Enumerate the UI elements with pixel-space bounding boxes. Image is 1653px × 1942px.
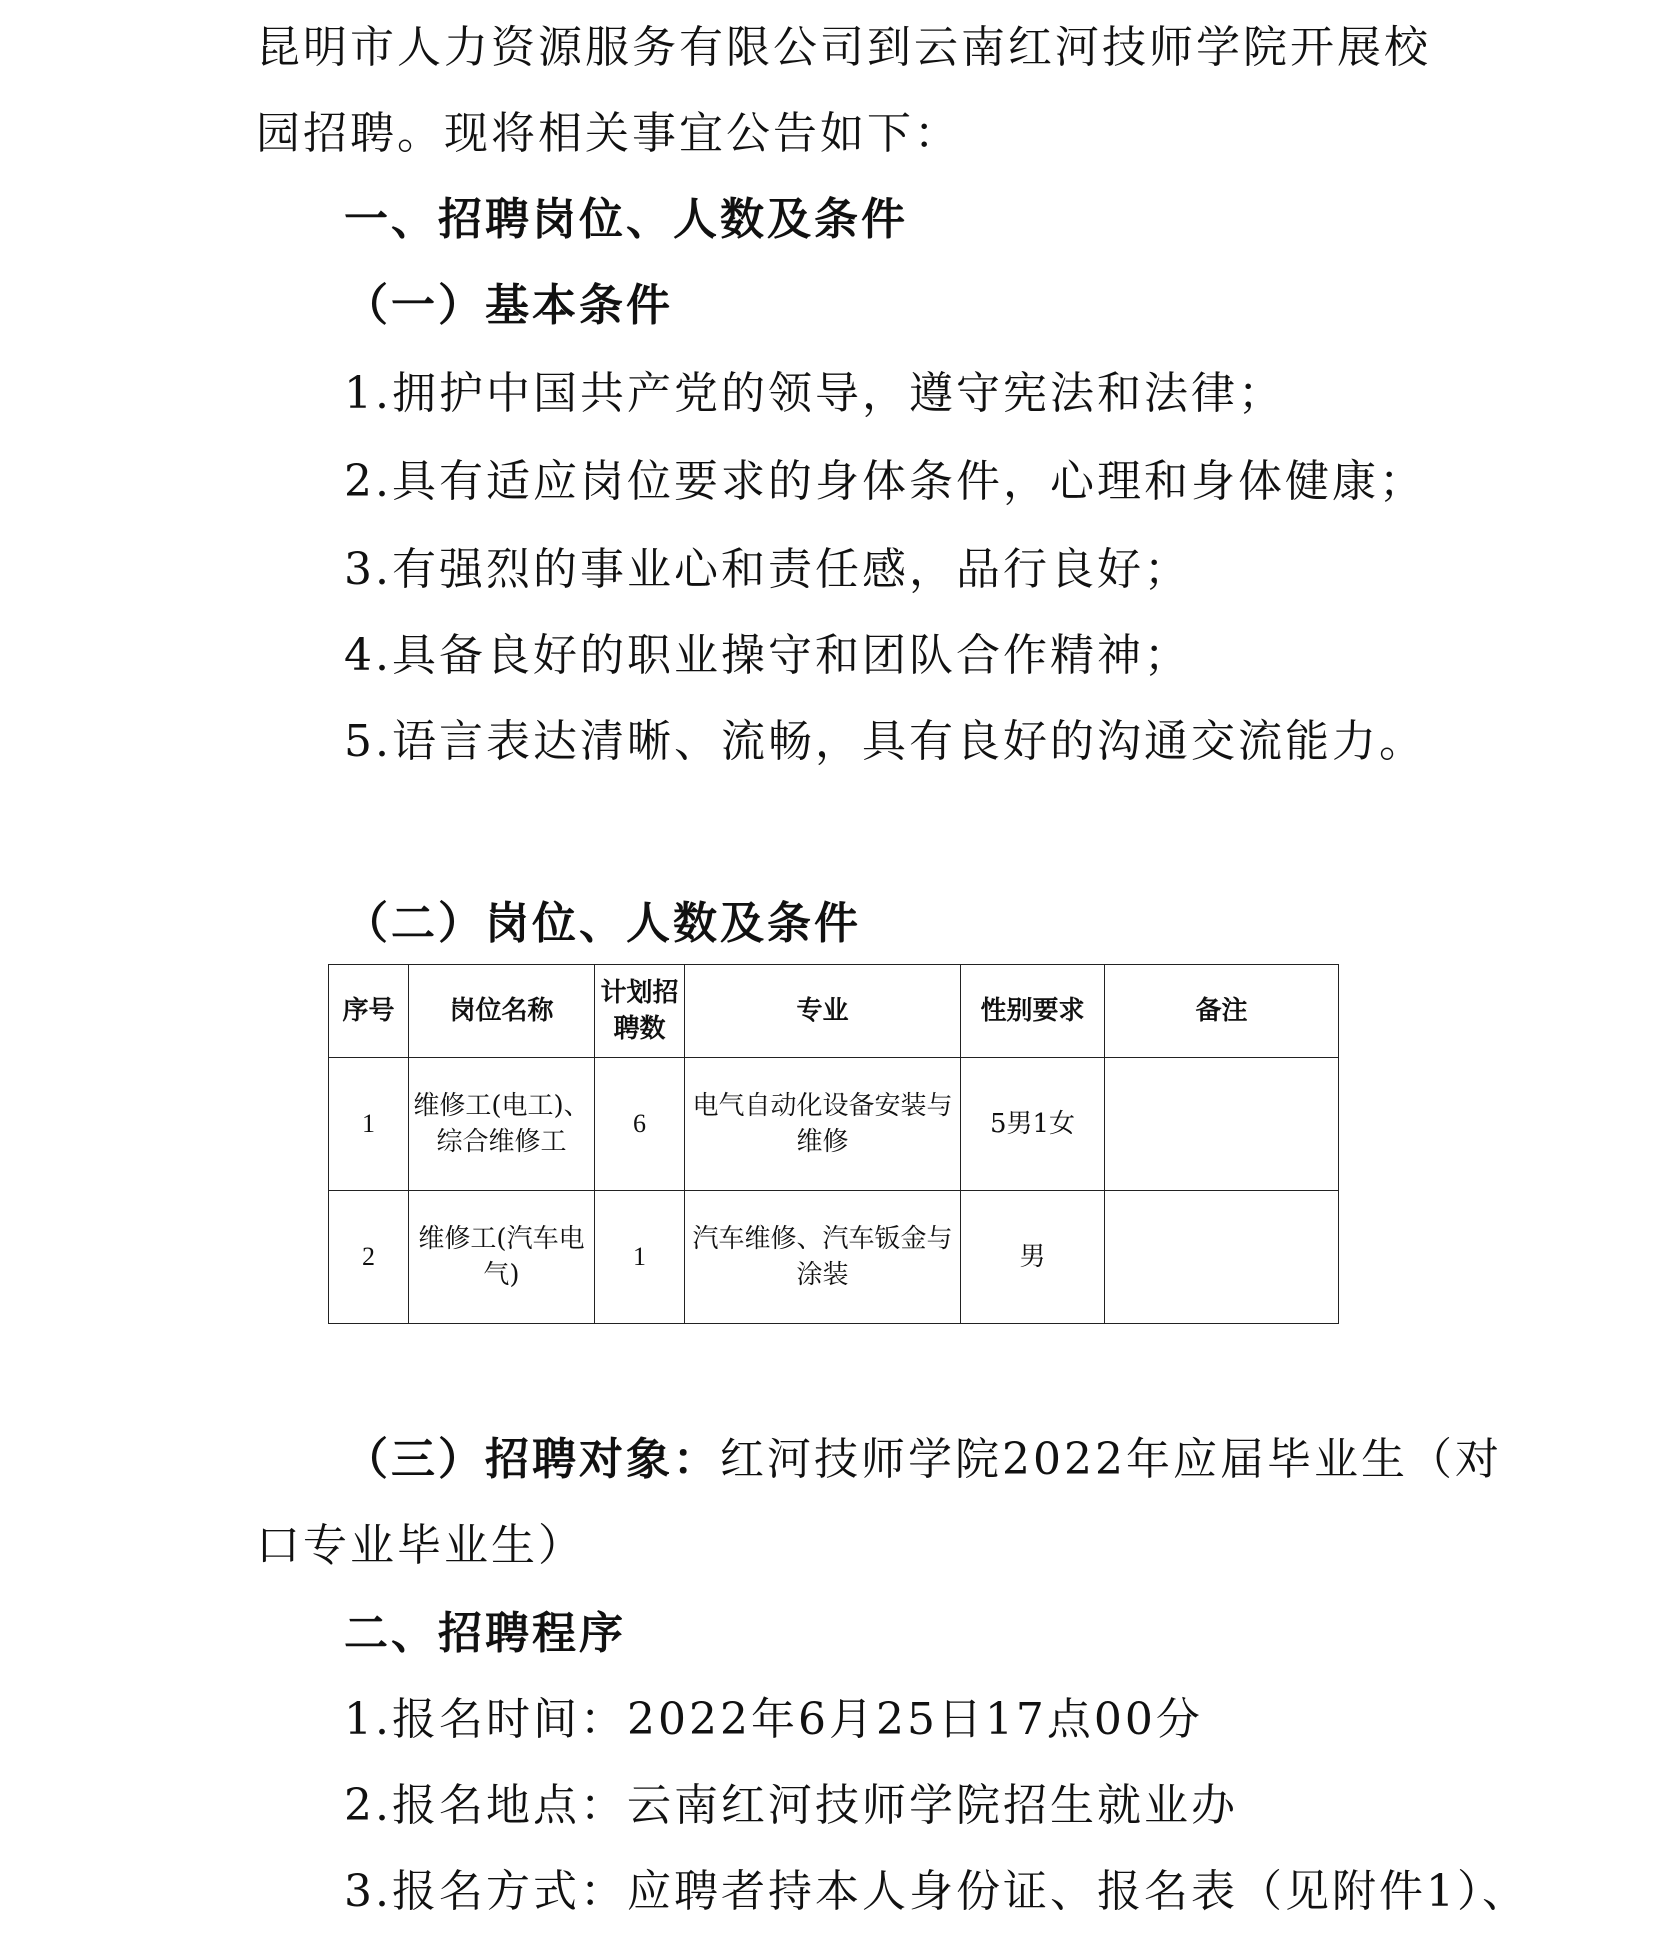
cell-gender: 男	[961, 1191, 1105, 1324]
header-remark: 备注	[1105, 965, 1339, 1058]
cell-remark	[1105, 1191, 1339, 1324]
cell-position: 维修工(汽车电气)	[409, 1191, 595, 1324]
procedure-item: 1.报名时间：2022年6月25日17点00分	[344, 1694, 1203, 1745]
procedure-item: 2.报名地点：云南红河技师学院招生就业办	[344, 1780, 1238, 1831]
sub3-label: （三）招聘对象：	[344, 1434, 720, 1485]
header-position: 岗位名称	[409, 965, 595, 1058]
header-plan: 计划招聘数	[595, 965, 685, 1058]
sub3-text: 红河技师学院2022年应届毕业生（对	[720, 1434, 1502, 1485]
cell-plan: 6	[595, 1058, 685, 1191]
sub3-paragraph-line-2: 口专业毕业生）	[256, 1520, 585, 1571]
procedure-item: 3.报名方式：应聘者持本人身份证、报名表（见附件1）、	[344, 1866, 1529, 1917]
cell-seq: 1	[329, 1058, 409, 1191]
header-gender: 性别要求	[961, 965, 1105, 1058]
condition-item: 5.语言表达清晰、流畅，具有良好的沟通交流能力。	[344, 716, 1426, 767]
condition-item: 1.拥护中国共产党的领导，遵守宪法和法律；	[344, 368, 1285, 419]
intro-line-2: 园招聘。现将相关事宜公告如下：	[256, 108, 961, 159]
cell-major: 电气自动化设备安装与维修	[685, 1058, 961, 1191]
sub2-heading: （二）岗位、人数及条件	[344, 898, 861, 949]
cell-seq: 2	[329, 1191, 409, 1324]
positions-table	[328, 964, 1339, 1324]
cell-plan: 1	[595, 1191, 685, 1324]
condition-item: 2.具有适应岗位要求的身体条件，心理和身体健康；	[344, 456, 1426, 507]
cell-gender: 5男1女	[961, 1058, 1105, 1191]
header-seq: 序号	[329, 965, 409, 1058]
cell-remark	[1105, 1058, 1339, 1191]
header-major: 专业	[685, 965, 961, 1058]
cell-position: 维修工(电工)、综合维修工	[409, 1058, 595, 1191]
table-header-row	[329, 965, 1339, 1058]
section1-heading: 一、招聘岗位、人数及条件	[344, 194, 908, 245]
cell-major: 汽车维修、汽车钣金与涂装	[685, 1191, 961, 1324]
sub3-paragraph-line-1	[344, 1430, 1502, 1490]
intro-line-1: 昆明市人力资源服务有限公司到云南红河技师学院开展校	[256, 22, 1431, 73]
section2-heading: 二、招聘程序	[344, 1608, 626, 1659]
table-row	[329, 1191, 1339, 1324]
condition-item: 3.有强烈的事业心和责任感，品行良好；	[344, 544, 1191, 595]
sub1-heading: （一）基本条件	[344, 280, 673, 331]
table-row	[329, 1058, 1339, 1191]
condition-item: 4.具备良好的职业操守和团队合作精神；	[344, 630, 1191, 681]
